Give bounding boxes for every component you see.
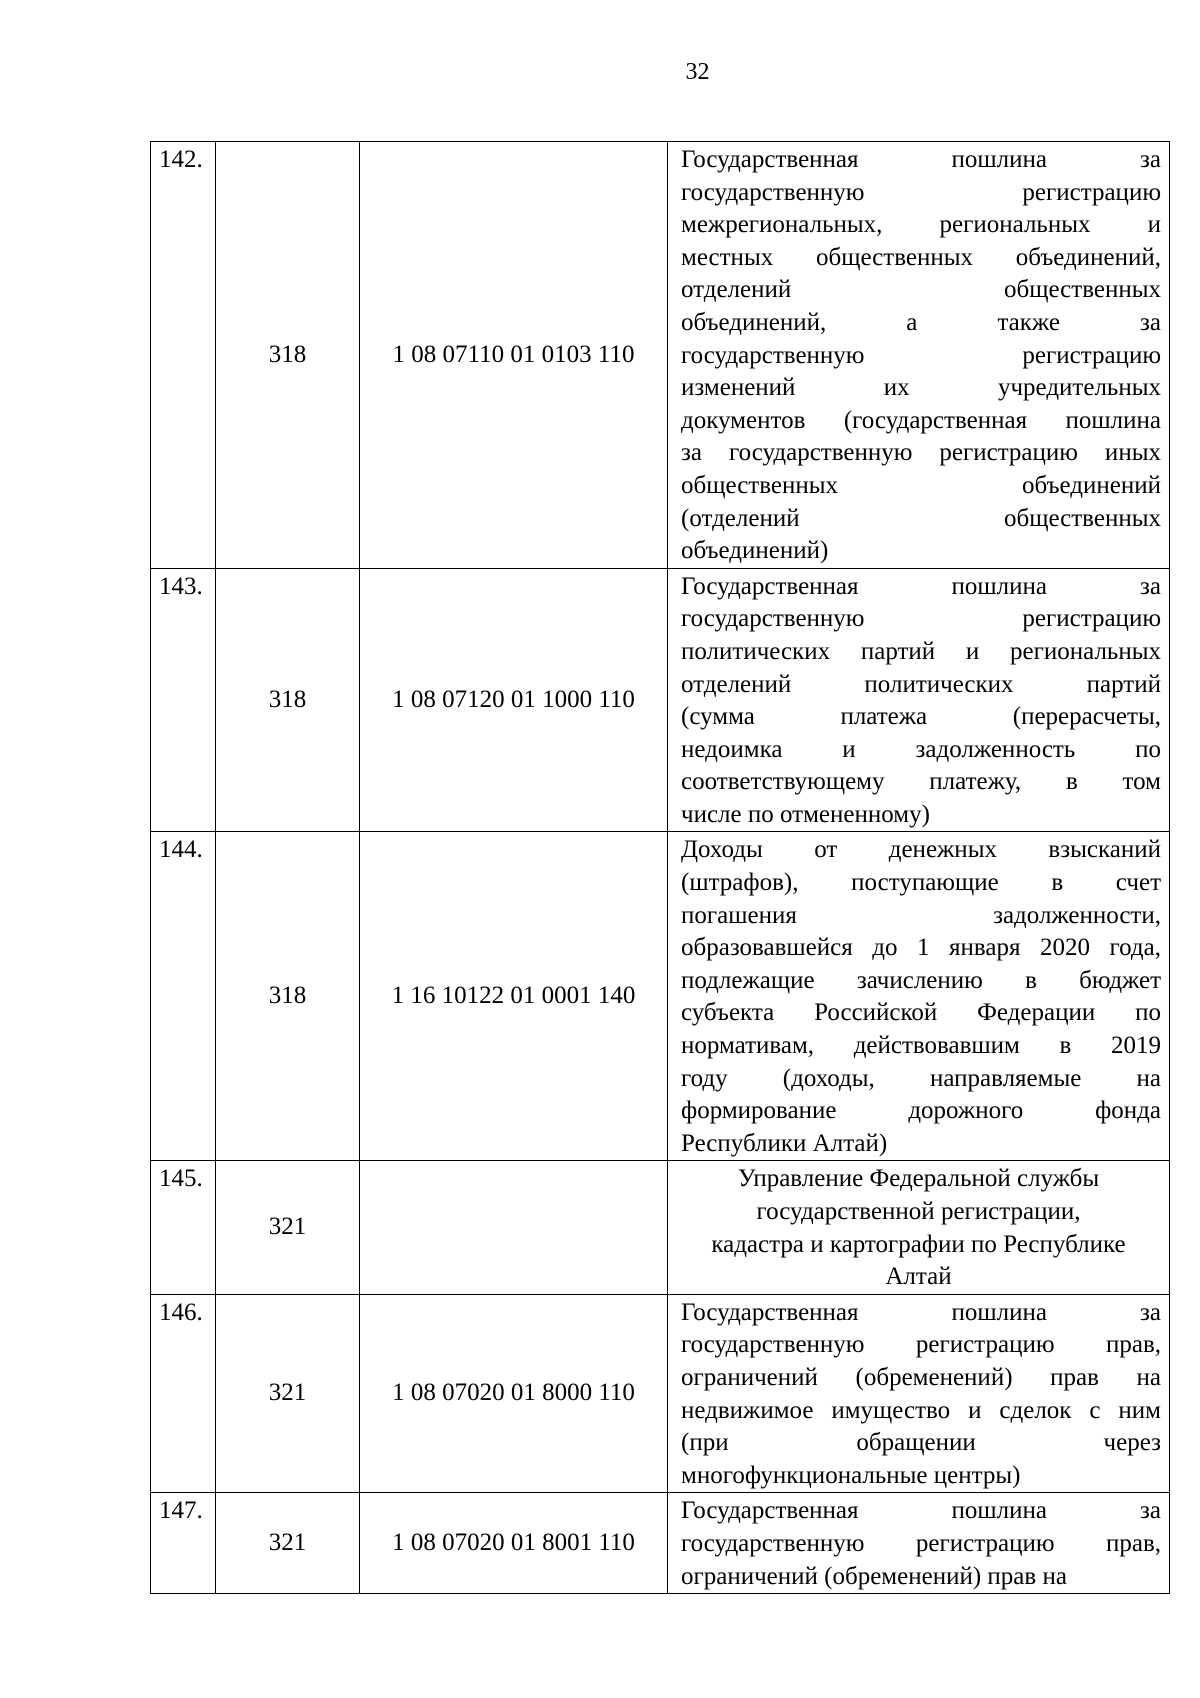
description-line: отделений общественных [681, 276, 1161, 304]
description-line: подлежащие зачислению в бюджет [681, 966, 1161, 994]
table-row [151, 1493, 1170, 1594]
revenue-description [668, 832, 1170, 1161]
budget-classification-code: 1 08 07020 01 8000 110 [360, 1294, 668, 1493]
description-line: государственную регистрацию [681, 178, 1161, 206]
description-line: государственной регистрации, [756, 1198, 1081, 1225]
revenue-description [668, 1493, 1170, 1594]
description-line: Алтай [885, 1263, 952, 1291]
administrator-code: 318 [216, 832, 360, 1161]
description-line: числе по отмененному) [681, 800, 930, 828]
table-body [151, 142, 1170, 1594]
table-row [151, 142, 1170, 569]
table-row [151, 1294, 1170, 1493]
budget-classification-code: 1 08 07020 01 8001 110 [360, 1493, 668, 1594]
description-line: нормативам, действовавшим в 2019 [681, 1032, 1161, 1060]
description-line: государственную регистрацию прав, [681, 1529, 1161, 1557]
description-line: отделений политических партий [681, 670, 1161, 698]
description-line: образовавшейся до 1 января 2020 года, [681, 934, 1161, 962]
page-number: 32 [685, 59, 710, 85]
description-line: недоимка и задолженность по [681, 735, 1161, 763]
description-line: Доходы от денежных взысканий [681, 836, 1161, 864]
administrator-code: 321 [216, 1161, 360, 1294]
row-number: 144. [151, 832, 216, 1161]
table-row [151, 1161, 1170, 1294]
description-line: государственную регистрацию [681, 341, 1161, 369]
description-line: ограничений (обременений) прав на [681, 1363, 1161, 1391]
administrator-code: 318 [216, 568, 360, 832]
description-line: кадастра и картографии по Республике [711, 1230, 1126, 1258]
description-line: (сумма платежа (перерасчеты, [681, 703, 1161, 731]
description-line: погашения задолженности, [681, 901, 1161, 929]
administrator-code: 321 [216, 1294, 360, 1493]
table-row [151, 568, 1170, 832]
description-line: государственную регистрацию прав, [681, 1331, 1161, 1359]
description-line: общественных объединений [681, 471, 1161, 499]
administrator-code: 318 [216, 142, 360, 569]
description-line: местных общественных объединений, [681, 243, 1161, 271]
table-row [151, 832, 1170, 1161]
budget-classification-code: 1 16 10122 01 0001 140 [360, 832, 668, 1161]
revenue-description [668, 142, 1170, 569]
revenue-description [668, 568, 1170, 832]
description-line: формирование дорожного фонда [681, 1097, 1161, 1125]
description-line: Государственная пошлина за [681, 1497, 1161, 1525]
description-line: субъекта Российской Федерации по [681, 999, 1161, 1027]
budget-classification-code [360, 1161, 668, 1294]
description-line: политических партий и региональных [681, 637, 1161, 665]
description-line: недвижимое имущество и сделок с ним [681, 1396, 1161, 1424]
description-line: государственную регистрацию [681, 605, 1161, 633]
revenue-description [668, 1161, 1170, 1294]
administrator-code: 321 [216, 1493, 360, 1594]
budget-classification-code: 1 08 07110 01 0103 110 [360, 142, 668, 569]
description-line: изменений их учредительных [681, 374, 1161, 402]
description-line: Государственная пошлина за [681, 146, 1161, 173]
row-number: 146. [151, 1294, 216, 1493]
description-line: объединений, а также за [681, 308, 1161, 336]
description-line: (штрафов), поступающие в счет [681, 869, 1161, 897]
description-line: Республики Алтай) [681, 1129, 888, 1157]
description-line: (при обращении через [681, 1429, 1161, 1457]
description-line: ограничений (обременений) прав на [681, 1562, 1067, 1590]
description-line: за государственную регистрацию иных [681, 439, 1161, 467]
row-number: 142. [151, 142, 216, 569]
row-number: 147. [151, 1493, 216, 1594]
description-line: Управление Федеральной службы [737, 1165, 1100, 1193]
revenue-codes-table [150, 141, 1170, 1594]
description-line: документов (государственная пошлина [681, 406, 1161, 434]
description-line: (отделений общественных [681, 504, 1161, 532]
description-line: соответствующему платежу, в том [681, 768, 1161, 796]
budget-classification-code: 1 08 07120 01 1000 110 [360, 568, 668, 832]
row-number: 145. [151, 1161, 216, 1294]
description-line: Государственная пошлина за [681, 1298, 1161, 1326]
description-line: Государственная пошлина за [681, 572, 1161, 600]
description-line: объединений) [681, 537, 829, 565]
description-line: межрегиональных, региональных и [681, 211, 1161, 239]
row-number: 143. [151, 568, 216, 832]
description-line: году (доходы, направляемые на [681, 1064, 1161, 1092]
revenue-description [668, 1294, 1170, 1493]
description-line: многофункциональные центры) [681, 1461, 1021, 1489]
